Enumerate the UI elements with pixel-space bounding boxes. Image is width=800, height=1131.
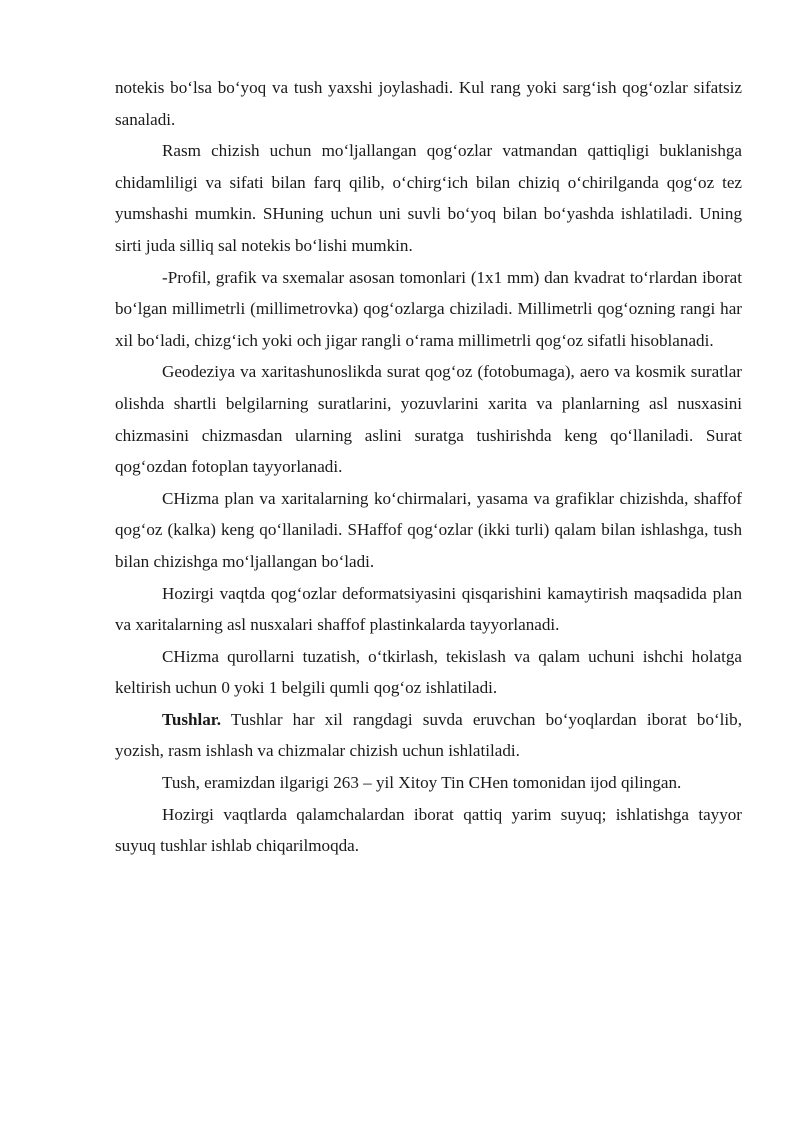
paragraph-drawing-paper: Rasm chizish uchun mo‘ljallangan qog‘ozlar vatmandan qattiqligi buklanishga chidamliligi va sifati bilan farq qilib, o‘chirg‘ich bilan chiziq o‘chirilganda qog‘oz tez yumshashi mumkin. SHuning uchun uni suvli bo‘yoq bilan bo‘yashda ishlatiladi. Uning sirti juda silliq sal notekis bo‘lishi mumkin.: [115, 141, 742, 255]
paragraph-continuation: notekis bo‘lsa bo‘yoq va tush yaxshi joylashadi. Kul rang yoki sarg‘ish qog‘ozlar sifatsiz sanaladi.: [115, 78, 742, 129]
paragraph-photo-paper: Geodeziya va xaritashunoslikda surat qog‘oz (fotobumaga), aero va kosmik suratlar olishda shartli belgilarning suratlarini, yozuvlarini xarita va planlarning asl nusxasini chizmasini chizmasdan ularning aslini suratga tushirishda keng qo‘llaniladi. Surat qog‘ozdan fotoplan tayyorlanadi.: [115, 362, 742, 477]
paragraph-modern-inks: Hozirgi vaqtlarda qalamchalardan iborat qattiq yarim suyuq; ishlatishga tayyor suyuq tushlar ishlab chiqarilmoqda.: [115, 804, 742, 856]
inks-text: Tushlar har xil rangdagi suvda eruvchan bo‘yoqlardan iborat bo‘lib, yozish, rasm ishlash va chizmalar chizish uchun ishlatiladi.: [115, 709, 742, 761]
paragraph-inks: [115, 704, 742, 767]
document-body: [115, 72, 742, 862]
paragraph-millimeter-paper: -Profil, grafik va sxemalar asosan tomonlari (1x1 mm) dan kvadrat to‘rlardan iborat bo‘lgan millimetrli (millimetrovka) qog‘ozlarga chiziladi. Millimetrli qog‘ozning rangi har xil bo‘ladi, chizg‘ich yoki och jigar rangli o‘rama millimetrli qog‘oz sifatli hisoblanadi.: [115, 267, 742, 350]
paragraph-plastic-sheets: Hozirgi vaqtda qog‘ozlar deformatsiyasini qisqarishini kamaytirish maqsadida plan va xaritalarning asl nusxalari shaffof plastinkalarda tayyorlanadi.: [115, 583, 742, 635]
inks-heading: Tushlar.: [162, 709, 222, 729]
paragraph-tracing-paper: CHizma plan va xaritalarning ko‘chirmalari, yasama va grafiklar chizishda, shaffof qog‘oz (kalka) keng qo‘llaniladi. SHaffof qog‘ozlar (ikki turli) qalam bilan ishlashga, tush bilan chizishga mo‘ljallangan bo‘ladi.: [115, 488, 742, 571]
paragraph-sandpaper: CHizma qurollarni tuzatish, o‘tkirlash, tekislash va qalam uchuni ishchi holatga keltirish uchun 0 yoki 1 belgili qumli qog‘oz ishlatiladi.: [115, 646, 742, 698]
paragraph-ink-history: Tush, eramizdan ilgarigi 263 – yil Xitoy Tin CHen tomonidan ijod qilingan.: [162, 773, 682, 793]
